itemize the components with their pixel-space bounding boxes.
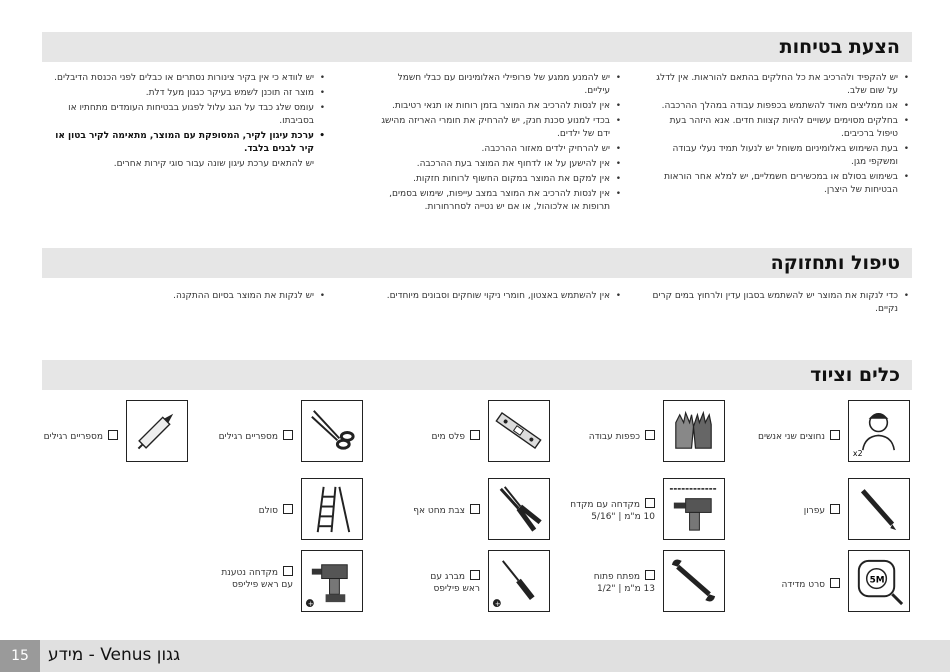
list-item: • אין לנסות להרכיב את המוצר בזמן רוחות או תנאי רטיבות.	[372, 100, 610, 113]
tool-image-box	[663, 400, 725, 462]
tool-image-box	[663, 478, 725, 540]
list-item: • אין להשתמש באצטון, חומרי ניקוי שוחקים וסבונים מיוחדים.	[372, 290, 610, 303]
tool-wrench	[575, 550, 725, 614]
tool-pencil	[760, 478, 910, 542]
tool-label: כפפות עבודה	[589, 430, 655, 443]
list-item: • יש להמנע ממגע של פרופילי האלומיניום עם כבלי חשמל עיליים.	[372, 72, 610, 98]
care-column-1	[652, 290, 910, 318]
tool-image-box	[663, 550, 725, 612]
list-item: • אין להישען על או לדחוף את המוצר בעת ההרכבה.	[372, 158, 610, 171]
anchor-note: יש להתאים ערכת עיגון שונה עבור סוגי קירות אחרים.	[113, 159, 314, 169]
cordless-drill-icon	[302, 551, 361, 610]
tool-tape-measure	[760, 550, 910, 614]
tool-label: פלס מים	[431, 430, 480, 443]
wrench-icon	[664, 551, 723, 610]
checkbox[interactable]	[830, 430, 840, 440]
tool-image-box	[301, 400, 363, 462]
checkbox[interactable]	[830, 504, 840, 514]
list-item: • יש להרחיק ילדים מאזור ההרכבה.	[372, 143, 610, 156]
svg-text:5M: 5M	[869, 575, 885, 586]
gloves-icon	[664, 401, 723, 460]
checkbox[interactable]	[645, 570, 655, 580]
list-item: • בחלקים מסוימים עשויים להיות קצוות חדים. אנא היזהר בעת טיפול ברכיבים.	[652, 115, 898, 141]
ladder-icon	[302, 479, 361, 538]
list-item: • יש להקפיד ולהרכיב את כל החלקים בהתאם להוראות. אין לדלג על שום שלב.	[652, 72, 898, 98]
tool-two-persons	[760, 400, 910, 464]
list-item: • מוצר זה תוכנן לשמש בעיקר כגגון מעל דלת.	[44, 87, 314, 100]
list-item: • בעת השימוש באלומיניום משוחל יש לנעול תמיד נעלי עבודה ומשקפי מגן.	[652, 143, 898, 169]
checkbox[interactable]	[283, 566, 293, 576]
page-number: 15	[0, 640, 40, 672]
checkbox[interactable]	[283, 504, 293, 514]
list-item-emphasis: • ערכת עיגון לקיר, המסופקת עם המוצר, מתאימה לקיר בטון או קיר לבנים בלבד.	[44, 130, 314, 156]
tool-drill	[560, 478, 725, 542]
care-column-2	[372, 290, 622, 305]
tool-level	[410, 400, 550, 464]
list-item: • כדי לנקות את המוצר יש להשתמש בסבון עדין ולרחוץ במים קרים נקיים.	[652, 290, 898, 316]
checkbox[interactable]	[283, 430, 293, 440]
checkbox[interactable]	[470, 430, 480, 440]
footer-title: גגון Venus - מידע	[48, 645, 181, 665]
tool-image-box	[301, 478, 363, 540]
tool-label: מקדחה נטענת עם ראש פיליפס	[221, 568, 293, 590]
tool-label: מפתח פתוח 13 מ"מ | "1/2	[593, 572, 655, 594]
tool-image-box	[488, 550, 550, 612]
two-persons-icon	[849, 401, 908, 460]
screwdriver-icon	[489, 551, 548, 610]
tool-ladder	[215, 478, 363, 542]
tool-label: מספריים רגילים	[44, 430, 118, 443]
care-title: טיפול ותחזוקה	[770, 252, 900, 274]
tool-caulk-gun	[40, 400, 188, 464]
tool-image-box	[848, 550, 910, 612]
list-item: • עומס שלג כבד על הגג עלול לפגוע בבטיחות העומדים מתחתיו או בסביבתו.	[44, 102, 314, 128]
drill-icon	[664, 479, 723, 538]
caulk-gun-icon	[127, 401, 186, 460]
tool-label: מברג עם ראש פיליפס	[430, 572, 480, 594]
tool-image-box	[488, 478, 550, 540]
tool-image-box	[848, 400, 910, 462]
tool-gloves	[580, 400, 725, 464]
list-item: • אין למקם את המוצר במקום החשוף לרוחות חזקות.	[372, 173, 610, 186]
tool-label: מספריים רגילים	[219, 430, 293, 443]
tape-measure-icon	[849, 551, 908, 610]
tool-label: סולם	[259, 504, 293, 517]
pliers-icon	[489, 479, 548, 538]
checkbox[interactable]	[645, 430, 655, 440]
checkbox[interactable]	[830, 578, 840, 588]
tool-label: מקדחה עם מקדח 10 מ"מ | "5/16	[570, 500, 655, 522]
tool-image-box	[126, 400, 188, 462]
safety-column-1	[652, 72, 910, 199]
tool-image-box	[848, 478, 910, 540]
tool-label: סרט מדידה	[782, 578, 840, 591]
checkbox[interactable]	[108, 430, 118, 440]
tool-image-box	[488, 400, 550, 462]
list-item: • אין לנסות להרכיב את המוצר במצב עייפות, שימוש בסמים, תרופות או אלכוהול, או אם יש נטייה לסחרחורות.	[372, 188, 610, 214]
tool-cordless-drill	[215, 550, 363, 614]
checkbox[interactable]	[470, 504, 480, 514]
level-icon	[489, 401, 548, 460]
svg-text:x2: x2	[852, 449, 863, 459]
care-column-3	[44, 290, 326, 305]
list-item: • יש לוודא כי אין בקיר צינורות נסתרים או כבלים לפני הכנסת הדיבלים.	[44, 72, 314, 85]
pencil-icon	[849, 479, 908, 538]
safety-list-1	[652, 72, 910, 197]
tool-label: צבת מחט אף	[413, 504, 480, 517]
svg-text:+: +	[307, 600, 314, 609]
tool-scissors	[215, 400, 363, 464]
list-item: • בכדי למנוע סכנת חנק, יש להרחיק את חומרי האריזה מהישג ידם של ילדים.	[372, 115, 610, 141]
safety-column-2	[372, 72, 622, 216]
tools-title: כלים וציוד	[810, 364, 900, 386]
safety-list-3	[44, 72, 326, 156]
list-item: • אנו ממליצים מאוד להשתמש בכפפות עבודה במהלך ההרכבה.	[652, 100, 898, 113]
tool-screwdriver	[390, 550, 550, 614]
list-item: • יש לנקות את המוצר בסיום ההתקנה.	[44, 290, 314, 303]
svg-text:+: +	[494, 600, 501, 609]
tool-image-box	[301, 550, 363, 612]
scissors-icon	[302, 401, 361, 460]
safety-column-3	[44, 72, 326, 171]
tool-label: נחוצים שני אנשים	[758, 430, 840, 443]
safety-title: הצעת בטיחות	[779, 36, 900, 58]
list-item: • בשימוש בסולם או במכשירים חשמליים, יש למלא אחר הוראות הבטיחות של היצרן.	[652, 171, 898, 197]
checkbox[interactable]	[645, 498, 655, 508]
safety-list-2	[372, 72, 622, 214]
tool-label: עפרון	[804, 504, 840, 517]
tools-header-bar	[42, 360, 912, 390]
checkbox[interactable]	[470, 570, 480, 580]
tool-pliers	[390, 478, 550, 542]
